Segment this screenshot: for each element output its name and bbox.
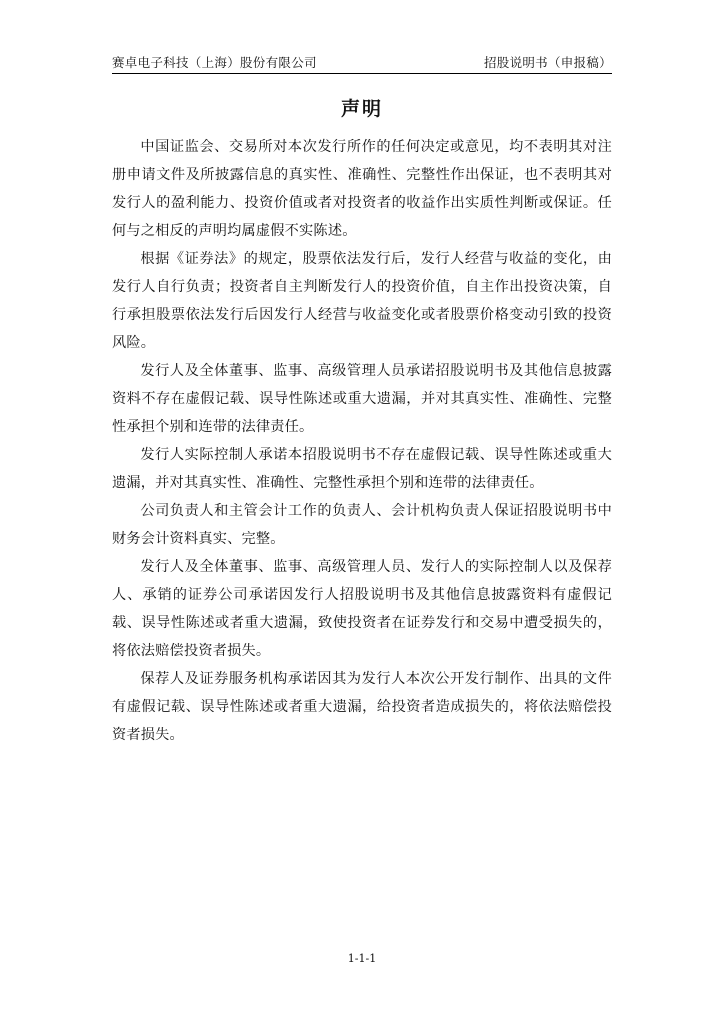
statement-paragraph: 发行人实际控制人承诺本招股说明书不存在虚假记载、误导性陈述或重大遗漏，并对其真实性、准确性、完整性承担个别和连带的法律责任。: [112, 447, 612, 491]
statement-paragraph: 保荐人及证券服务机构承诺因其为发行人本次公开发行制作、出具的文件有虚假记载、误导性陈述或者重大遗漏，给投资者造成损失的，将依法赔偿投资者损失。: [112, 671, 612, 743]
statement-body: [112, 133, 612, 749]
header-company-name: 赛卓电子科技（上海）股份有限公司: [112, 55, 317, 70]
page-header: [112, 52, 612, 74]
statement-paragraph: 中国证监会、交易所对本次发行所作的任何决定或意见，均不表明其对注册申请文件及所披露信息的真实性、准确性、完整性作出保证，也不表明其对发行人的盈利能力、投资价值或者对投资者的收益作出实质性判断或保证。任何与之相反的声明均属虚假不实陈述。: [112, 139, 612, 239]
page-title: 声明: [340, 98, 383, 120]
header-document-name: 招股说明书（申报稿）: [483, 55, 612, 70]
statement-paragraph: 根据《证券法》的规定，股票依法发行后，发行人经营与收益的变化，由发行人自行负责；投资者自主判断发行人的投资价值，自主作出投资决策，自行承担股票依法发行后因发行人经营与收益变化或者股票价格变动引致的投资风险。: [112, 251, 612, 351]
statement-paragraph: 公司负责人和主管会计工作的负责人、会计机构负责人保证招股说明书中财务会计资料真实、完整。: [112, 503, 612, 547]
statement-paragraph: 发行人及全体董事、监事、高级管理人员承诺招股说明书及其他信息披露资料不存在虚假记载、误导性陈述或重大遗漏，并对其真实性、准确性、完整性承担个别和连带的法律责任。: [112, 363, 612, 435]
statement-paragraph: 发行人及全体董事、监事、高级管理人员、发行人的实际控制人以及保荐人、承销的证券公司承诺因发行人招股说明书及其他信息披露资料有虚假记载、误导性陈述或者重大遗漏，致使投资者在证券发行和交易中遭受损失的，将依法赔偿投资者损失。: [112, 559, 612, 659]
page-number: 1-1-1: [347, 952, 377, 965]
